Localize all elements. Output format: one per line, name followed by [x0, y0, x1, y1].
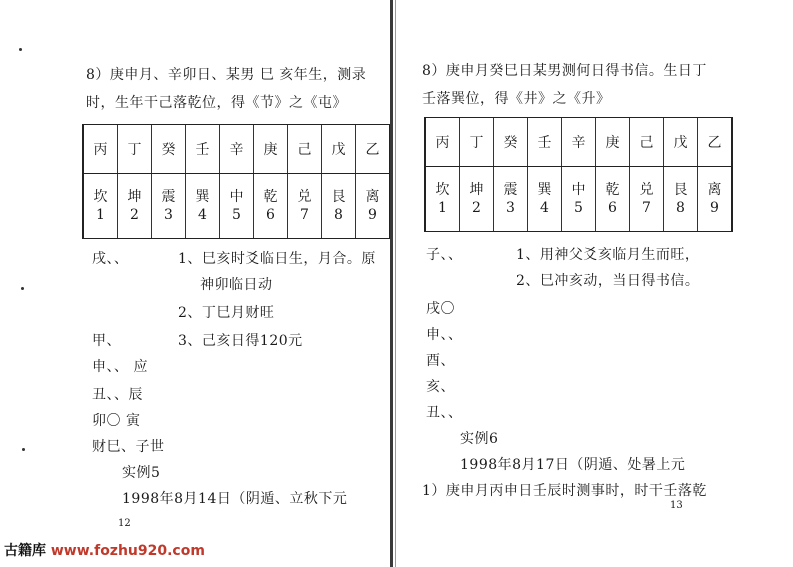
stem-cell: 丁 [460, 118, 494, 167]
yao-line: 卯〇 寅 [92, 413, 141, 429]
trigram-name: 离 [365, 189, 380, 205]
page-number: 13 [670, 500, 683, 511]
trigram-name: 中 [229, 189, 244, 205]
analysis-line: 2、巳冲亥动，当日得书信。 [516, 273, 700, 289]
example-date-line: 1998年8月17日（阴遁、处暑上元 [460, 457, 686, 473]
trigram-number: 5 [232, 207, 241, 223]
trigram-number: 1 [96, 207, 105, 223]
trigram-number: 4 [540, 200, 549, 216]
trigram-name: 兑 [297, 189, 312, 205]
trigram-number: 8 [334, 207, 343, 223]
trigram-number: 3 [506, 200, 515, 216]
trigram-number: 9 [710, 200, 719, 216]
trigram-cell [596, 167, 630, 232]
intro-line-1: 8）庚申月癸巳日某男测何日得书信。生日丁 [422, 63, 707, 79]
watermark-url: www.fozhu920.com [50, 543, 205, 559]
watermark-label: 古籍库 [4, 543, 46, 559]
analysis-line: 1、巳亥时爻临日生，月合。原 [178, 251, 376, 267]
trigram-name: 震 [503, 182, 518, 198]
trigram-name: 巽 [195, 189, 210, 205]
yao-line: 亥、 [426, 379, 455, 395]
trigram-cell [186, 174, 220, 239]
nine-palace-table [82, 124, 391, 239]
example-detail-line: 1）庚申月丙申日壬辰时测事时，时干壬落乾 [422, 483, 707, 499]
trigram-name: 中 [571, 182, 586, 198]
trigram-name: 乾 [263, 189, 278, 205]
stem-cell: 戊 [664, 118, 698, 167]
trigrams-row [425, 167, 732, 232]
scan-speck [19, 48, 22, 51]
yao-line: 财巳、子世 [92, 439, 165, 455]
stem-cell: 丙 [83, 125, 118, 174]
trigram-number: 5 [574, 200, 583, 216]
trigram-number: 2 [130, 207, 139, 223]
right-page [398, 0, 793, 567]
left-page [0, 0, 392, 567]
stem-cell: 壬 [186, 125, 220, 174]
trigram-number: 6 [608, 200, 617, 216]
stems-row [425, 118, 732, 167]
stems-row [83, 125, 390, 174]
example-heading: 实例6 [460, 431, 499, 447]
stem-cell: 庚 [254, 125, 288, 174]
stem-cell: 己 [630, 118, 664, 167]
yao-line: 丑、、辰 [92, 387, 143, 403]
trigram-name: 兑 [639, 182, 654, 198]
intro-line-2: 时，生年干己落乾位，得《节》之《屯》 [86, 95, 347, 111]
trigram-cell [254, 174, 288, 239]
book-gutter [390, 0, 393, 567]
site-watermark [4, 540, 205, 560]
trigram-number: 7 [300, 207, 309, 223]
analysis-line: 3、己亥日得120元 [178, 333, 303, 349]
trigram-cell [630, 167, 664, 232]
yao-line: 丑、、 [426, 405, 463, 421]
yao-line: 戌〇 [426, 301, 455, 317]
yao-line: 戌、、 [92, 251, 129, 267]
stem-cell: 辛 [220, 125, 254, 174]
trigram-cell [460, 167, 494, 232]
yao-line: 子、、 [426, 247, 463, 263]
trigram-number: 1 [438, 200, 447, 216]
page-number: 12 [118, 518, 131, 529]
nine-palace-table [424, 117, 733, 232]
trigram-cell [356, 174, 391, 239]
trigram-number: 8 [676, 200, 685, 216]
yao-line: 申、、 [426, 327, 463, 343]
stem-cell: 丁 [118, 125, 152, 174]
trigram-number: 6 [266, 207, 275, 223]
trigram-name: 坎 [435, 182, 450, 198]
trigram-name: 坎 [93, 189, 108, 205]
trigram-cell [118, 174, 152, 239]
intro-line-2: 壬落巽位，得《井》之《升》 [422, 91, 611, 107]
analysis-line: 1、用神父爻亥临月生而旺， [516, 247, 700, 263]
trigram-name: 坤 [469, 182, 484, 198]
stem-cell: 乙 [698, 118, 733, 167]
stem-cell: 乙 [356, 125, 391, 174]
trigram-cell [494, 167, 528, 232]
scan-speck [22, 448, 25, 451]
yao-line: 甲、 [92, 333, 121, 349]
trigram-name: 巽 [537, 182, 552, 198]
trigram-name: 离 [707, 182, 722, 198]
trigram-name: 艮 [673, 182, 688, 198]
analysis-line: 2、丁巳月财旺 [178, 305, 275, 321]
trigram-name: 震 [161, 189, 176, 205]
analysis-line: 神卯临日动 [200, 277, 273, 293]
trigram-cell [220, 174, 254, 239]
trigram-cell [288, 174, 322, 239]
intro-line-1: 8）庚申月、辛卯日、某男 巳 亥年生，测录 [86, 67, 367, 83]
example-date-line: 1998年8月14日（阴遁、立秋下元 [122, 491, 348, 507]
trigram-cell [83, 174, 118, 239]
book-gutter-shadow [395, 0, 396, 567]
trigram-name: 坤 [127, 189, 142, 205]
trigram-cell [322, 174, 356, 239]
trigram-cell [562, 167, 596, 232]
stem-cell: 丙 [425, 118, 460, 167]
scan-speck [21, 287, 24, 290]
trigram-name: 艮 [331, 189, 346, 205]
stem-cell: 壬 [528, 118, 562, 167]
trigram-cell [698, 167, 733, 232]
stem-cell: 己 [288, 125, 322, 174]
trigram-name: 乾 [605, 182, 620, 198]
trigram-number: 3 [164, 207, 173, 223]
trigram-number: 4 [198, 207, 207, 223]
trigram-number: 2 [472, 200, 481, 216]
trigram-cell [664, 167, 698, 232]
example-heading: 实例5 [122, 465, 161, 481]
trigrams-row [83, 174, 390, 239]
stem-cell: 癸 [152, 125, 186, 174]
stem-cell: 辛 [562, 118, 596, 167]
trigram-number: 9 [368, 207, 377, 223]
stem-cell: 戊 [322, 125, 356, 174]
trigram-cell [152, 174, 186, 239]
stem-cell: 庚 [596, 118, 630, 167]
trigram-cell [425, 167, 460, 232]
stem-cell: 癸 [494, 118, 528, 167]
trigram-number: 7 [642, 200, 651, 216]
yao-line: 申、、 应 [92, 359, 148, 375]
yao-line: 酉、 [426, 353, 455, 369]
trigram-cell [528, 167, 562, 232]
